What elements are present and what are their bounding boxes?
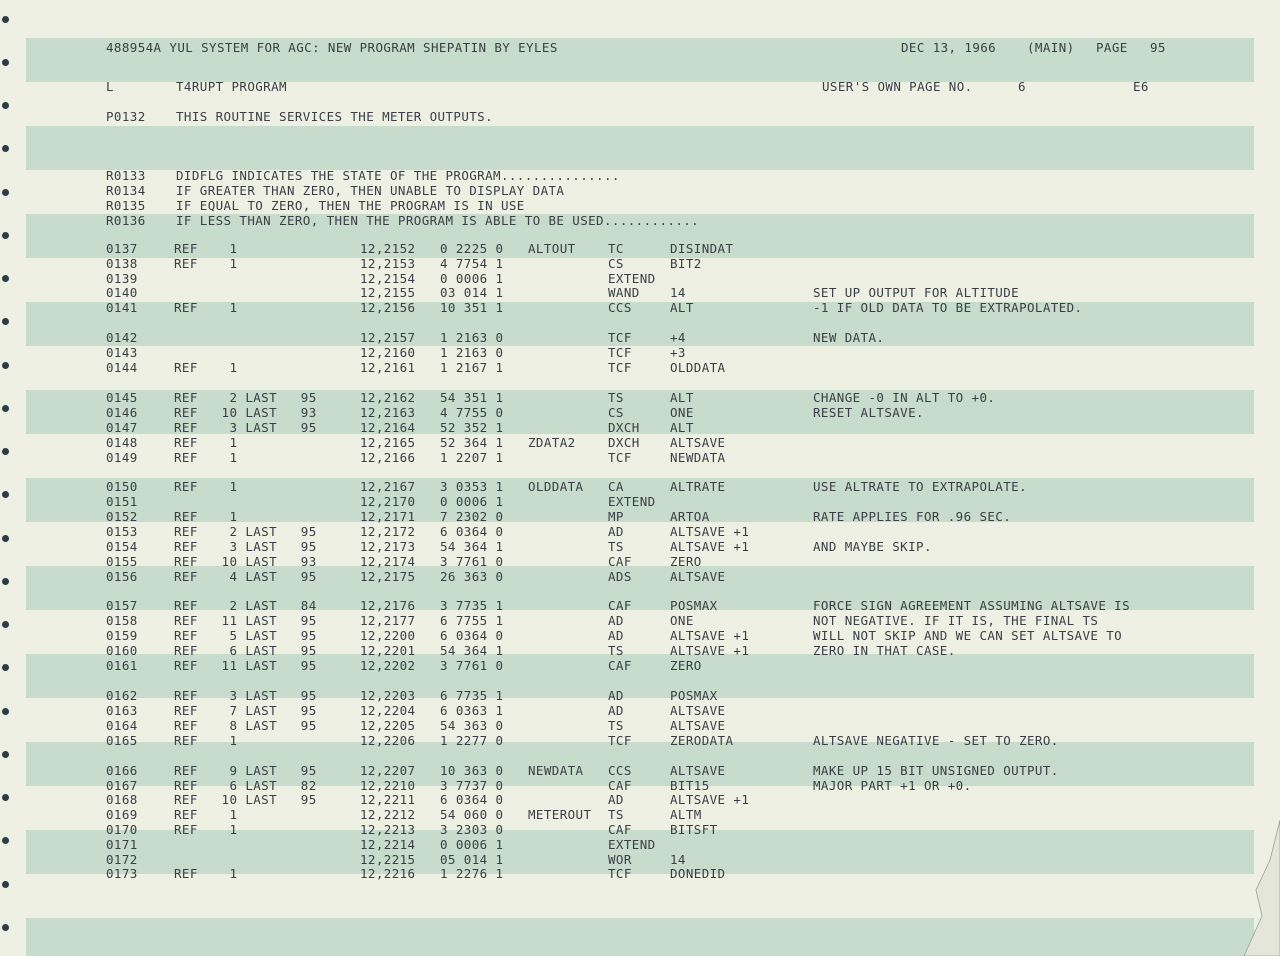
operand: ALT: [670, 420, 694, 435]
feed-hole: [2, 578, 9, 585]
address: 12,2153: [360, 256, 416, 271]
line-number: 0138: [106, 256, 138, 271]
opcode: WOR: [608, 852, 632, 867]
reference: REF 1: [174, 256, 238, 271]
reference: REF 1: [174, 241, 238, 256]
octal-word: 54 364 1: [440, 643, 504, 658]
line-number: 0170: [106, 822, 138, 837]
comment: WILL NOT SKIP AND WE CAN SET ALTSAVE TO: [813, 628, 1123, 643]
line-number: 0171: [106, 837, 138, 852]
octal-word: 0 0006 1: [440, 837, 504, 852]
reference: REF 7 LAST 95: [174, 703, 317, 718]
operand: ONE: [670, 613, 694, 628]
address: 12,2216: [360, 866, 416, 881]
feed-hole: [2, 405, 9, 412]
operand: OLDDATA: [670, 360, 726, 375]
reference: REF 1: [174, 866, 238, 881]
octal-word: 1 2167 1: [440, 360, 504, 375]
opcode: CAF: [608, 598, 632, 613]
remark-text: IF EQUAL TO ZERO, THEN THE PROGRAM IS IN USE: [176, 198, 525, 213]
octal-word: 1 2277 0: [440, 733, 504, 748]
reference: REF 1: [174, 300, 238, 315]
comment: AND MAYBE SKIP.: [813, 539, 932, 554]
octal-word: 10 363 0: [440, 763, 504, 778]
remark-number: R0133: [106, 168, 146, 183]
feed-hole: [2, 708, 9, 715]
line-number: 0161: [106, 658, 138, 673]
comment: ZERO IN THAT CASE.: [813, 643, 956, 658]
octal-word: 10 351 1: [440, 300, 504, 315]
opcode: CAF: [608, 778, 632, 793]
octal-word: 1 2163 0: [440, 345, 504, 360]
line-number: 0137: [106, 241, 138, 256]
octal-word: 3 2303 0: [440, 822, 504, 837]
line-number: 0152: [106, 509, 138, 524]
feed-hole: [2, 535, 9, 542]
operand: ARTOA: [670, 509, 710, 524]
address: 12,2161: [360, 360, 416, 375]
opcode: TCF: [608, 733, 632, 748]
line-number: 0163: [106, 703, 138, 718]
comment: CHANGE -0 IN ALT TO +0.: [813, 390, 996, 405]
address: 12,2165: [360, 435, 416, 450]
feed-hole: [2, 232, 9, 239]
operand: DONEDID: [670, 866, 726, 881]
reference: REF 10 LAST 93: [174, 554, 317, 569]
opcode: AD: [608, 628, 624, 643]
line-number: 0155: [106, 554, 138, 569]
remark-text: IF LESS THAN ZERO, THEN THE PROGRAM IS ABLE TO BE USED............: [176, 213, 700, 228]
line-number: 0153: [106, 524, 138, 539]
reference: REF 11 LAST 95: [174, 658, 317, 673]
line-number: 0146: [106, 405, 138, 420]
octal-word: 03 014 1: [440, 285, 504, 300]
reference: REF 8 LAST 95: [174, 718, 317, 733]
feed-hole: [2, 16, 9, 23]
operand: ALTSAVE: [670, 435, 726, 450]
feed-hole: [2, 318, 9, 325]
octal-word: 6 7735 1: [440, 688, 504, 703]
reference: REF 2 LAST 95: [174, 524, 317, 539]
reference: REF 2 LAST 95: [174, 390, 317, 405]
address: 12,2166: [360, 450, 416, 465]
address: 12,2163: [360, 405, 416, 420]
line-number: 0172: [106, 852, 138, 867]
address: 12,2152: [360, 241, 416, 256]
octal-word: 7 2302 0: [440, 509, 504, 524]
line-number: 0157: [106, 598, 138, 613]
address: 12,2206: [360, 733, 416, 748]
line-number: 0166: [106, 763, 138, 778]
line-number: 0162: [106, 688, 138, 703]
opcode: TCF: [608, 330, 632, 345]
feed-hole: [2, 145, 9, 152]
operand: ALTRATE: [670, 479, 726, 494]
reference: REF 1: [174, 822, 238, 837]
line-number: 0151: [106, 494, 138, 509]
feed-hole: [2, 491, 9, 498]
address: 12,2210: [360, 778, 416, 793]
header-date: DEC 13, 1966: [901, 40, 997, 55]
address: 12,2162: [360, 390, 416, 405]
reference: REF 1: [174, 509, 238, 524]
comment: FORCE SIGN AGREEMENT ASSUMING ALTSAVE IS: [813, 598, 1131, 613]
feed-hole: [2, 837, 9, 844]
reference: REF 2 LAST 84: [174, 598, 317, 613]
feed-hole: [2, 59, 9, 66]
address: 12,2170: [360, 494, 416, 509]
address: 12,2157: [360, 330, 416, 345]
feed-hole: [2, 924, 9, 931]
line-number: 0149: [106, 450, 138, 465]
opcode: CS: [608, 405, 624, 420]
operand: 14: [670, 852, 686, 867]
line-number: 0145: [106, 390, 138, 405]
line-number: 0169: [106, 807, 138, 822]
line-number: 0148: [106, 435, 138, 450]
line-number: 0154: [106, 539, 138, 554]
address: 12,2155: [360, 285, 416, 300]
octal-word: 4 7755 0: [440, 405, 504, 420]
symbol-label: ZDATA2: [528, 435, 576, 450]
address: 12,2160: [360, 345, 416, 360]
opcode: EXTEND: [608, 837, 656, 852]
line-number: 0144: [106, 360, 138, 375]
address: 12,2207: [360, 763, 416, 778]
opcode: AD: [608, 524, 624, 539]
line-number: 0150: [106, 479, 138, 494]
operand: ALTM: [670, 807, 702, 822]
address: 12,2175: [360, 569, 416, 584]
line-number: 0160: [106, 643, 138, 658]
operand: ZERO: [670, 658, 702, 673]
opcode: TS: [608, 539, 624, 554]
operand: ALTSAVE +1: [670, 643, 750, 658]
reference: REF 3 LAST 95: [174, 539, 317, 554]
line-number: 0156: [106, 569, 138, 584]
address: 12,2156: [360, 300, 416, 315]
operand: DISINDAT: [670, 241, 734, 256]
reference: REF 1: [174, 435, 238, 450]
opcode: TS: [608, 718, 624, 733]
sub-mark: L: [106, 79, 114, 94]
reference: REF 10 LAST 95: [174, 792, 317, 807]
feed-hole: [2, 621, 9, 628]
remark-text: IF GREATER THAN ZERO, THEN UNABLE TO DISPLAY DATA: [176, 183, 565, 198]
remark-text: DIDFLG INDICATES THE STATE OF THE PROGRAM...............: [176, 168, 620, 183]
opcode: WAND: [608, 285, 640, 300]
operand: ALTSAVE +1: [670, 628, 750, 643]
address: 12,2174: [360, 554, 416, 569]
symbol-label: ALTOUT: [528, 241, 576, 256]
opcode: ADS: [608, 569, 632, 584]
feed-hole: [2, 102, 9, 109]
octal-word: 05 014 1: [440, 852, 504, 867]
feed-hole: [2, 664, 9, 671]
reference: REF 1: [174, 479, 238, 494]
opcode: TCF: [608, 866, 632, 881]
feed-hole: [2, 275, 9, 282]
opcode: CA: [608, 479, 624, 494]
opcode: CS: [608, 256, 624, 271]
opcode: AD: [608, 703, 624, 718]
remark-number: R0136: [106, 213, 146, 228]
operand: BITSFT: [670, 822, 718, 837]
listing-header: 488954A YUL SYSTEM FOR AGC: NEW PROGRAM SHEPATIN BY EYLES: [106, 40, 558, 55]
operand: ZERODATA: [670, 733, 734, 748]
operand: ONE: [670, 405, 694, 420]
header-main: (MAIN): [1027, 40, 1075, 55]
reference: REF 6 LAST 95: [174, 643, 317, 658]
line-number: 0164: [106, 718, 138, 733]
address: 12,2177: [360, 613, 416, 628]
opcode: AD: [608, 688, 624, 703]
line-number: 0159: [106, 628, 138, 643]
reference: REF 1: [174, 450, 238, 465]
octal-word: 3 7735 1: [440, 598, 504, 613]
opcode: TCF: [608, 450, 632, 465]
comment: MAKE UP 15 BIT UNSIGNED OUTPUT.: [813, 763, 1059, 778]
octal-word: 6 0364 0: [440, 628, 504, 643]
header-page-number: 95: [1150, 40, 1166, 55]
octal-word: 6 0364 0: [440, 792, 504, 807]
reference: REF 1: [174, 733, 238, 748]
operand: NEWDATA: [670, 450, 726, 465]
program-title: T4RUPT PROGRAM: [176, 79, 287, 94]
operand: POSMAX: [670, 598, 718, 613]
octal-word: 52 364 1: [440, 435, 504, 450]
operand: +3: [670, 345, 686, 360]
comment: MAJOR PART +1 OR +0.: [813, 778, 972, 793]
address: 12,2202: [360, 658, 416, 673]
line-number: 0168: [106, 792, 138, 807]
feed-hole: [2, 189, 9, 196]
line-number: 0158: [106, 613, 138, 628]
opcode: TCF: [608, 360, 632, 375]
reference: REF 3 LAST 95: [174, 688, 317, 703]
address: 12,2171: [360, 509, 416, 524]
reference: REF 3 LAST 95: [174, 420, 317, 435]
feed-hole: [2, 751, 9, 758]
octal-word: 0 0006 1: [440, 271, 504, 286]
octal-word: 54 060 0: [440, 807, 504, 822]
p-line-number: P0132: [106, 109, 146, 124]
octal-word: 3 0353 1: [440, 479, 504, 494]
octal-word: 0 2225 0: [440, 241, 504, 256]
line-number: 0143: [106, 345, 138, 360]
line-number: 0140: [106, 285, 138, 300]
remark-number: R0135: [106, 198, 146, 213]
operand: BIT15: [670, 778, 710, 793]
operand: ALTSAVE +1: [670, 539, 750, 554]
operand: ALT: [670, 300, 694, 315]
address: 12,2172: [360, 524, 416, 539]
address: 12,2205: [360, 718, 416, 733]
reference: REF 5 LAST 95: [174, 628, 317, 643]
operand: ALTSAVE: [670, 718, 726, 733]
address: 12,2211: [360, 792, 416, 807]
opcode: AD: [608, 792, 624, 807]
green-band: [26, 126, 1254, 170]
octal-word: 26 363 0: [440, 569, 504, 584]
user-page-label: USER'S OWN PAGE NO.: [822, 79, 973, 94]
opcode: MP: [608, 509, 624, 524]
octal-word: 1 2207 1: [440, 450, 504, 465]
operand: ALTSAVE: [670, 569, 726, 584]
opcode: CAF: [608, 554, 632, 569]
opcode: TS: [608, 807, 624, 822]
comment: USE ALTRATE TO EXTRAPOLATE.: [813, 479, 1027, 494]
reference: REF 1: [174, 807, 238, 822]
comment: RESET ALTSAVE.: [813, 405, 924, 420]
address: 12,2203: [360, 688, 416, 703]
address: 12,2167: [360, 479, 416, 494]
page-code: E6: [1133, 79, 1149, 94]
operand: ALTSAVE: [670, 703, 726, 718]
feed-hole: [2, 448, 9, 455]
octal-word: 54 351 1: [440, 390, 504, 405]
comment: RATE APPLIES FOR .96 SEC.: [813, 509, 1012, 524]
operand: +4: [670, 330, 686, 345]
operand: ALTSAVE +1: [670, 524, 750, 539]
green-band: [26, 918, 1254, 956]
feed-hole: [2, 881, 9, 888]
operand: ALT: [670, 390, 694, 405]
line-number: 0167: [106, 778, 138, 793]
opcode: DXCH: [608, 435, 640, 450]
opcode: CCS: [608, 300, 632, 315]
comment: ALTSAVE NEGATIVE - SET TO ZERO.: [813, 733, 1059, 748]
reference: REF 9 LAST 95: [174, 763, 317, 778]
operand: ZERO: [670, 554, 702, 569]
octal-word: 3 7737 0: [440, 778, 504, 793]
opcode: TC: [608, 241, 624, 256]
opcode: EXTEND: [608, 271, 656, 286]
line-number: 0173: [106, 866, 138, 881]
opcode: TCF: [608, 345, 632, 360]
operand: ALTSAVE +1: [670, 792, 750, 807]
octal-word: 6 7755 1: [440, 613, 504, 628]
address: 12,2215: [360, 852, 416, 867]
line-number: 0139: [106, 271, 138, 286]
opcode: TS: [608, 390, 624, 405]
opcode: DXCH: [608, 420, 640, 435]
line-number: 0165: [106, 733, 138, 748]
octal-word: 3 7761 0: [440, 554, 504, 569]
address: 12,2201: [360, 643, 416, 658]
reference: REF 4 LAST 95: [174, 569, 317, 584]
octal-word: 0 0006 1: [440, 494, 504, 509]
symbol-label: NEWDATA: [528, 763, 584, 778]
reference: REF 10 LAST 93: [174, 405, 317, 420]
line-number: 0147: [106, 420, 138, 435]
p-line-text: THIS ROUTINE SERVICES THE METER OUTPUTS.: [176, 109, 494, 124]
comment: NEW DATA.: [813, 330, 885, 345]
octal-word: 4 7754 1: [440, 256, 504, 271]
symbol-label: OLDDATA: [528, 479, 584, 494]
address: 12,2154: [360, 271, 416, 286]
comment: -1 IF OLD DATA TO BE EXTRAPOLATED.: [813, 300, 1083, 315]
octal-word: 6 0363 1: [440, 703, 504, 718]
operand: BIT2: [670, 256, 702, 271]
symbol-label: METEROUT: [528, 807, 592, 822]
operand: ALTSAVE: [670, 763, 726, 778]
address: 12,2173: [360, 539, 416, 554]
feed-hole: [2, 794, 9, 801]
operand: 14: [670, 285, 686, 300]
operand: POSMAX: [670, 688, 718, 703]
line-number: 0141: [106, 300, 138, 315]
address: 12,2176: [360, 598, 416, 613]
opcode: AD: [608, 613, 624, 628]
torn-corner: [1240, 820, 1280, 956]
opcode: CCS: [608, 763, 632, 778]
opcode: EXTEND: [608, 494, 656, 509]
feed-hole: [2, 362, 9, 369]
octal-word: 54 364 1: [440, 539, 504, 554]
address: 12,2213: [360, 822, 416, 837]
comment: SET UP OUTPUT FOR ALTITUDE: [813, 285, 1020, 300]
opcode: CAF: [608, 822, 632, 837]
user-page-number: 6: [1018, 79, 1026, 94]
reference: REF 6 LAST 82: [174, 778, 317, 793]
address: 12,2200: [360, 628, 416, 643]
octal-word: 3 7761 0: [440, 658, 504, 673]
address: 12,2164: [360, 420, 416, 435]
octal-word: 52 352 1: [440, 420, 504, 435]
comment: NOT NEGATIVE. IF IT IS, THE FINAL TS: [813, 613, 1099, 628]
octal-word: 1 2276 1: [440, 866, 504, 881]
address: 12,2204: [360, 703, 416, 718]
address: 12,2214: [360, 837, 416, 852]
reference: REF 11 LAST 95: [174, 613, 317, 628]
remark-number: R0134: [106, 183, 146, 198]
octal-word: 6 0364 0: [440, 524, 504, 539]
opcode: CAF: [608, 658, 632, 673]
address: 12,2212: [360, 807, 416, 822]
octal-word: 54 363 0: [440, 718, 504, 733]
octal-word: 1 2163 0: [440, 330, 504, 345]
line-number: 0142: [106, 330, 138, 345]
reference: REF 1: [174, 360, 238, 375]
header-page-label: PAGE: [1096, 40, 1128, 55]
opcode: TS: [608, 643, 624, 658]
